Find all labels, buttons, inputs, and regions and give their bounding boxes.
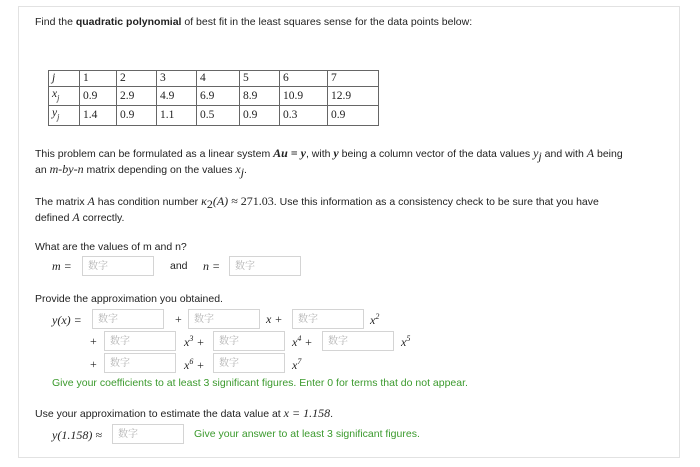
table-cell: 0.9 [80,87,117,106]
plus-sign: + [90,357,97,371]
table-cell: 2 [117,71,157,87]
table-cell: 1.1 [157,106,197,125]
linear-system-line-1: This problem can be formulated as a linear system Au = y, with y being a column vector of the data values $y_j$ and with A being [35,146,623,164]
coef-4-input[interactable] [213,331,285,351]
coef-7-input[interactable] [213,353,285,373]
table-cell: 6 [280,71,328,87]
table-cell: 1.4 [80,106,117,125]
intro-after: of best fit in the least squares sense for the data points below: [181,16,473,28]
x4-term: $x^4$ + [292,334,313,349]
x3-term: $x^3$ + [184,334,205,349]
table-cell: 1 [80,71,117,87]
row-label-x: $x_j$ [49,87,80,106]
table-cell: 4.9 [157,87,197,106]
intro-text [35,16,472,28]
x2-term: $x^2$ [370,312,380,327]
linear-system-line-2: an m-by-n matrix depending on the values $x_j$. [35,162,247,180]
condition-line-1: The matrix A has condition number $\kappa_2(A) \approx 271.03$. Use this information as a consistency check to be sure that you have [35,194,599,212]
table-cell: 2.9 [117,87,157,106]
mn-prompt: What are the values of m and n? [35,241,187,253]
row-label-y: $y_j$ [49,106,80,125]
approx-prompt: Provide the approximation you obtained. [35,293,223,305]
n-input[interactable] [229,256,301,276]
estimate-label: y(1.158) ≈ [52,428,102,442]
table-cell: 0.9 [328,106,379,125]
n-label: n = [203,259,221,273]
approx-hint: Give your coefficients to at least 3 significant figures. Enter 0 for terms that do not appear. [52,377,468,389]
table-cell: 0.9 [240,106,280,125]
x7-term: $x^7$ [292,357,302,372]
estimate-prompt: Use your approximation to estimate the data value at x = 1.158. [35,406,333,420]
table-cell: 0.5 [197,106,240,125]
estimate-input[interactable] [112,424,184,444]
coef-5-input[interactable] [322,331,394,351]
m-label: m = [52,259,72,273]
condition-line-2: defined A correctly. [35,210,125,224]
plus-sign: + [175,312,182,326]
coef-3-input[interactable] [104,331,176,351]
row-label-j: j [49,71,80,87]
data-table [48,70,379,126]
m-input[interactable] [82,256,154,276]
x-term: x + [266,312,283,326]
table-row-j [49,71,379,87]
table-cell: 0.3 [280,106,328,125]
table-cell: 8.9 [240,87,280,106]
coef-2-input[interactable] [292,309,364,329]
intro-bold: quadratic polynomial [75,16,182,28]
table-cell: 0.9 [117,106,157,125]
table-cell: 5 [240,71,280,87]
table-cell: 7 [328,71,379,87]
plus-sign: + [90,334,97,348]
table-cell: 6.9 [197,87,240,106]
table-row-y [49,106,379,125]
y-of-x-label: y(x) = [52,313,82,327]
table-cell: 3 [157,71,197,87]
x5-term: $x^5$ [401,334,411,349]
and-label: and [170,260,188,272]
coef-0-input[interactable] [92,309,164,329]
estimate-hint: Give your answer to at least 3 significant figures. [194,428,420,440]
table-cell: 12.9 [328,87,379,106]
table-row-x [49,87,379,106]
coef-6-input[interactable] [104,353,176,373]
table-cell: 10.9 [280,87,328,106]
coef-1-input[interactable] [188,309,260,329]
table-cell: 4 [197,71,240,87]
intro-before: Find the [35,16,76,28]
x6-term: $x^6$ + [184,357,205,372]
